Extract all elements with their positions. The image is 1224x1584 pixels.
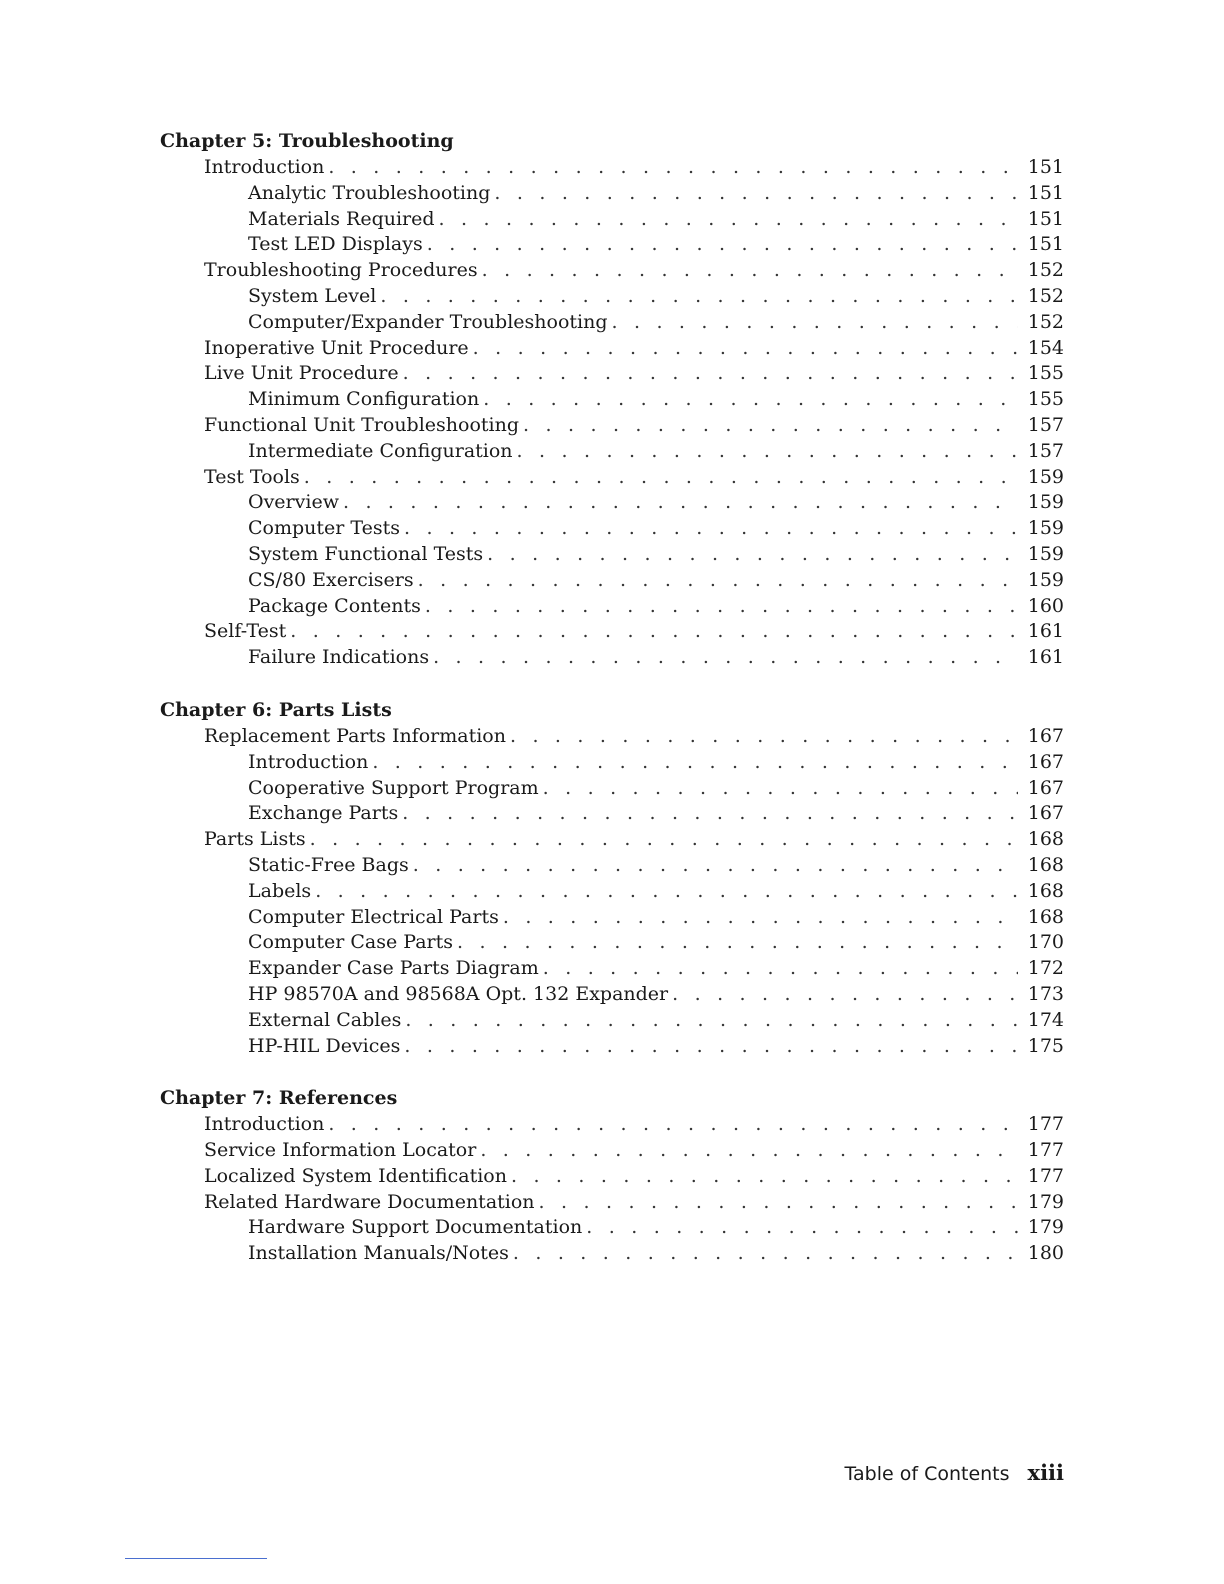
toc-entry-label: Failure Indications — [248, 646, 430, 669]
toc-entry-label: HP-HIL Devices — [248, 1034, 401, 1057]
dot-leader — [511, 1164, 1018, 1190]
toc-entry-page: 152 — [1027, 284, 1064, 307]
toc-entry-label: Troubleshooting Procedures — [204, 259, 478, 282]
toc-entry[interactable] — [160, 905, 1064, 931]
toc-entry[interactable] — [160, 1215, 1064, 1241]
toc-entry-label: Expander Case Parts Diagram — [248, 957, 539, 980]
toc-entry-label: Computer Tests — [248, 517, 400, 540]
toc-entry[interactable] — [160, 879, 1064, 905]
dot-leader — [372, 750, 1017, 776]
toc-entry[interactable] — [160, 232, 1064, 258]
dot-leader — [403, 361, 1018, 387]
toc-entry-label: Package Contents — [248, 594, 421, 617]
toc-entry[interactable] — [160, 361, 1064, 387]
dot-leader — [483, 387, 1017, 413]
toc-entry-page: 155 — [1027, 388, 1064, 411]
toc-entry-page: 173 — [1027, 982, 1064, 1005]
toc-entry[interactable] — [160, 801, 1064, 827]
footer-title: Table of Contents — [844, 1463, 1010, 1485]
toc-entry-page: 168 — [1027, 905, 1064, 928]
toc-entry-page: 172 — [1027, 957, 1064, 980]
toc-entry-label: Computer/Expander Troubleshooting — [248, 310, 608, 333]
toc-entry-page: 159 — [1027, 517, 1064, 540]
toc-entry-page: 159 — [1027, 568, 1064, 591]
toc-entry-page: 168 — [1027, 828, 1064, 851]
toc-entry[interactable] — [160, 982, 1064, 1008]
toc-entry[interactable] — [160, 387, 1064, 413]
toc-entry[interactable] — [160, 207, 1064, 233]
toc-entry[interactable] — [160, 1112, 1064, 1138]
dot-leader — [510, 724, 1018, 750]
toc-entry-label: Localized System Identification — [204, 1164, 507, 1187]
toc-entry[interactable] — [160, 439, 1064, 465]
toc-entry-page: 155 — [1027, 362, 1064, 385]
chapter-section — [160, 1085, 1064, 1267]
toc-entry-label: Introduction — [204, 156, 325, 178]
toc-entry[interactable] — [160, 1138, 1064, 1164]
toc-entry-page: 175 — [1027, 1034, 1064, 1057]
dot-leader — [586, 1215, 1017, 1241]
toc-entry-page: 177 — [1027, 1164, 1064, 1187]
toc-entry-label: HP 98570A and 98568A Opt. 132 Expander — [248, 982, 669, 1005]
toc-entry-label: Parts Lists — [204, 828, 306, 851]
toc-entry[interactable] — [160, 853, 1064, 879]
toc-entry-label: Cooperative Support Program — [248, 776, 539, 799]
toc-entry[interactable] — [160, 465, 1064, 491]
toc-entry[interactable] — [160, 750, 1064, 776]
toc-entry[interactable] — [160, 490, 1064, 516]
toc-entry-page: 177 — [1027, 1139, 1064, 1162]
toc-entry-label: Introduction — [204, 1113, 325, 1136]
dot-leader — [343, 490, 1018, 516]
dot-leader — [413, 853, 1018, 879]
toc-entry-label: Installation Manuals/Notes — [248, 1242, 509, 1265]
toc-entry-label: Self-Test — [204, 620, 287, 643]
dot-leader — [672, 982, 1018, 1008]
toc-entry-page: 168 — [1027, 879, 1064, 902]
toc-entry-label: Intermediate Configuration — [248, 439, 513, 462]
page-footer — [760, 1460, 1064, 1485]
toc-entry-page: 168 — [1027, 853, 1064, 876]
dot-leader — [612, 310, 1018, 336]
toc-entry-label: Functional Unit Troubleshooting — [204, 413, 520, 436]
toc-entry-label: Exchange Parts — [248, 802, 399, 825]
dot-leader — [427, 232, 1018, 258]
toc-entry-label: Computer Case Parts — [248, 931, 454, 954]
toc-entry-page: 180 — [1027, 1242, 1064, 1265]
dot-leader — [328, 155, 1017, 181]
dot-leader — [439, 207, 1018, 233]
toc-entry-label: Test LED Displays — [248, 233, 423, 256]
toc-entry-page: 154 — [1027, 336, 1064, 359]
toc-entry-label: Hardware Support Documentation — [248, 1216, 583, 1239]
toc-entry-label: Replacement Parts Information — [204, 724, 506, 747]
toc-entry-page: 157 — [1027, 439, 1064, 462]
toc-entry-page: 167 — [1027, 724, 1064, 747]
dot-leader — [310, 827, 1018, 853]
toc-entry[interactable] — [160, 542, 1064, 568]
toc-entry[interactable] — [160, 1008, 1064, 1034]
dot-leader — [405, 1008, 1017, 1034]
toc-entry[interactable] — [160, 1034, 1064, 1060]
dot-leader — [487, 542, 1018, 568]
toc-entry[interactable] — [160, 258, 1064, 284]
toc-entry-label: Labels — [248, 879, 312, 902]
toc-entry-label: Live Unit Procedure — [204, 362, 399, 385]
toc-entry-page: 159 — [1027, 491, 1064, 514]
dot-leader — [480, 1138, 1017, 1164]
toc-entry[interactable] — [160, 619, 1064, 645]
toc-entry-page: 159 — [1027, 542, 1064, 565]
toc-entry-label: CS/80 Exercisers — [248, 568, 414, 591]
toc-entry-page: 167 — [1027, 750, 1064, 773]
table-of-contents — [160, 128, 1064, 1293]
chapter-section — [160, 128, 1064, 671]
toc-entry[interactable] — [160, 181, 1064, 207]
chapter-title: Chapter 6: Parts Lists — [160, 698, 392, 721]
toc-entry[interactable] — [160, 336, 1064, 362]
toc-entry-page: 159 — [1027, 465, 1064, 488]
chapter-section — [160, 697, 1064, 1059]
toc-entry[interactable] — [160, 516, 1064, 542]
dot-leader — [328, 1112, 1017, 1138]
dot-leader — [433, 645, 1018, 671]
toc-entry-label: Overview — [248, 491, 339, 514]
toc-entry-label: Service Information Locator — [204, 1139, 477, 1162]
chapter-title: Chapter 7: References — [160, 1087, 398, 1110]
toc-entry[interactable] — [160, 155, 1064, 181]
dot-leader — [494, 181, 1017, 207]
toc-entry-label: System Functional Tests — [248, 542, 484, 565]
dot-leader — [402, 801, 1018, 827]
toc-entry[interactable] — [160, 1164, 1064, 1190]
dot-leader — [543, 956, 1018, 982]
toc-entry-page: 151 — [1027, 207, 1064, 230]
toc-entry-label: Static-Free Bags — [248, 853, 409, 876]
toc-entry-page: 157 — [1027, 413, 1064, 436]
dot-leader — [457, 930, 1018, 956]
dot-leader — [380, 284, 1017, 310]
toc-entry[interactable] — [160, 284, 1064, 310]
toc-entry-label: Test Tools — [204, 465, 300, 488]
toc-entry-page: 151 — [1027, 233, 1064, 256]
toc-entry-label: Materials Required — [248, 207, 435, 230]
toc-entry[interactable] — [160, 956, 1064, 982]
toc-entry-page: 152 — [1027, 310, 1064, 333]
toc-entry-page: 179 — [1027, 1190, 1064, 1213]
toc-entry-page: 160 — [1027, 594, 1064, 617]
toc-entry-page: 151 — [1027, 156, 1064, 178]
toc-entry[interactable] — [160, 827, 1064, 853]
toc-entry-page: 167 — [1027, 776, 1064, 799]
toc-entry[interactable] — [160, 568, 1064, 594]
dot-leader — [523, 413, 1018, 439]
dot-leader — [404, 516, 1018, 542]
toc-entry-page: 174 — [1027, 1008, 1064, 1031]
toc-entry-page: 179 — [1027, 1216, 1064, 1239]
toc-entry[interactable] — [160, 1241, 1064, 1267]
toc-entry-label: System Level — [248, 284, 377, 307]
dot-leader — [418, 568, 1018, 594]
toc-entry[interactable] — [160, 413, 1064, 439]
toc-entry-label: Computer Electrical Parts — [248, 905, 499, 928]
toc-entry[interactable] — [160, 310, 1064, 336]
toc-entry-label: Analytic Troubleshooting — [248, 181, 491, 204]
toc-entry-label: External Cables — [248, 1008, 402, 1031]
toc-entry-page: 161 — [1027, 620, 1064, 643]
toc-entry[interactable] — [160, 1190, 1064, 1216]
dot-leader — [503, 905, 1018, 931]
dot-leader — [304, 465, 1018, 491]
toc-entry-page: 151 — [1027, 181, 1064, 204]
dot-leader — [473, 336, 1018, 362]
dot-leader — [482, 258, 1018, 284]
dot-leader — [517, 439, 1018, 465]
dot-leader — [539, 1190, 1018, 1216]
toc-entry[interactable] — [160, 645, 1064, 671]
toc-entry[interactable] — [160, 930, 1064, 956]
toc-entry-page: 167 — [1027, 802, 1064, 825]
toc-entry-page: 152 — [1027, 259, 1064, 282]
toc-entry[interactable] — [160, 594, 1064, 620]
dot-leader — [513, 1241, 1018, 1267]
toc-entry-label: Inoperative Unit Procedure — [204, 336, 469, 359]
toc-entry-label: Introduction — [248, 750, 369, 773]
bottom-divider — [125, 1558, 267, 1559]
dot-leader — [543, 776, 1018, 802]
toc-entry-label: Related Hardware Documentation — [204, 1190, 535, 1213]
dot-leader — [425, 594, 1018, 620]
footer-page-number: xiii — [1027, 1460, 1064, 1485]
toc-entry-page: 161 — [1027, 646, 1064, 669]
dot-leader — [404, 1034, 1017, 1060]
toc-entry-page: 177 — [1027, 1113, 1064, 1136]
dot-leader — [290, 619, 1017, 645]
toc-entry-label: Minimum Configuration — [248, 388, 480, 411]
toc-entry[interactable] — [160, 776, 1064, 802]
toc-entry[interactable] — [160, 724, 1064, 750]
toc-entry-page: 170 — [1027, 931, 1064, 954]
chapter-title: Chapter 5: Troubleshooting — [160, 130, 454, 152]
dot-leader — [315, 879, 1018, 905]
